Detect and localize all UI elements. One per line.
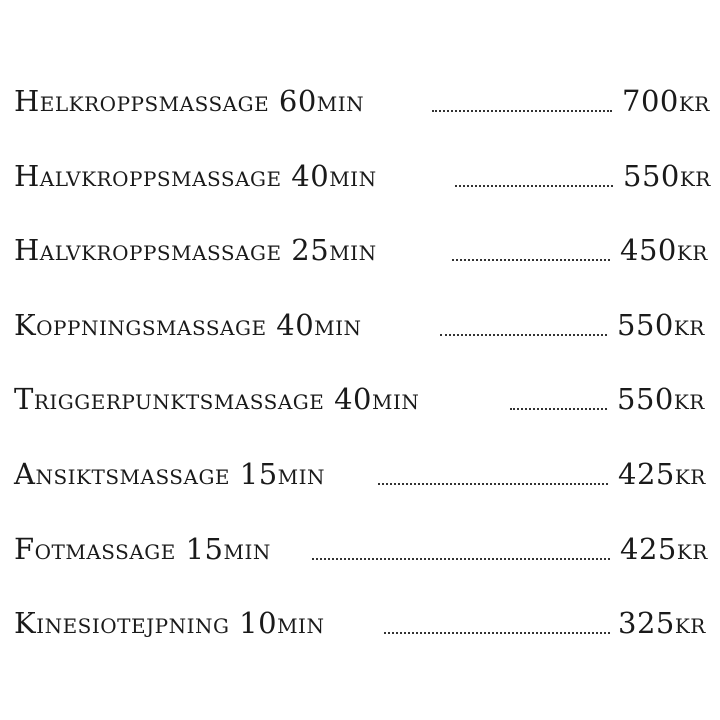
- dot-leader: [455, 183, 613, 187]
- price-list-row: [14, 455, 714, 530]
- dot-leader: [510, 406, 607, 410]
- price-list-row: [14, 380, 714, 455]
- service-price: 550kr: [617, 382, 705, 417]
- dot-leader: [440, 332, 607, 336]
- price-list-row: [14, 82, 714, 157]
- price-list-row: [14, 306, 714, 381]
- dot-leader: [378, 481, 608, 485]
- dot-leader: [432, 108, 612, 112]
- service-name: Helkroppsmassage 60min: [14, 84, 365, 118]
- service-price: 550kr: [617, 307, 705, 342]
- service-name: Fotmassage 15min: [14, 531, 271, 566]
- service-price: 550kr: [623, 158, 711, 193]
- service-price: 425kr: [620, 531, 708, 566]
- service-name: Ansiktsmassage 15min: [14, 456, 326, 491]
- dot-leader: [312, 556, 610, 560]
- service-price: 325kr: [618, 606, 706, 641]
- price-list-row: [14, 604, 714, 679]
- service-name: Koppningsmassage 40min: [14, 307, 362, 342]
- service-price: 700kr: [622, 84, 710, 118]
- service-price: 450kr: [620, 233, 708, 268]
- dot-leader: [384, 630, 610, 634]
- dot-leader: [452, 257, 610, 261]
- price-list-row: [14, 231, 714, 306]
- service-name: Kinesiotejpning 10min: [14, 606, 325, 641]
- service-name: Halvkroppsmassage 40min: [14, 158, 377, 193]
- service-name: Triggerpunktsmassage 40min: [14, 382, 420, 417]
- price-list-row: [14, 530, 714, 605]
- price-list-row: [14, 157, 714, 232]
- service-price: 425kr: [618, 456, 706, 491]
- price-list: [14, 82, 714, 679]
- service-name: Halvkroppsmassage 25min: [14, 233, 377, 268]
